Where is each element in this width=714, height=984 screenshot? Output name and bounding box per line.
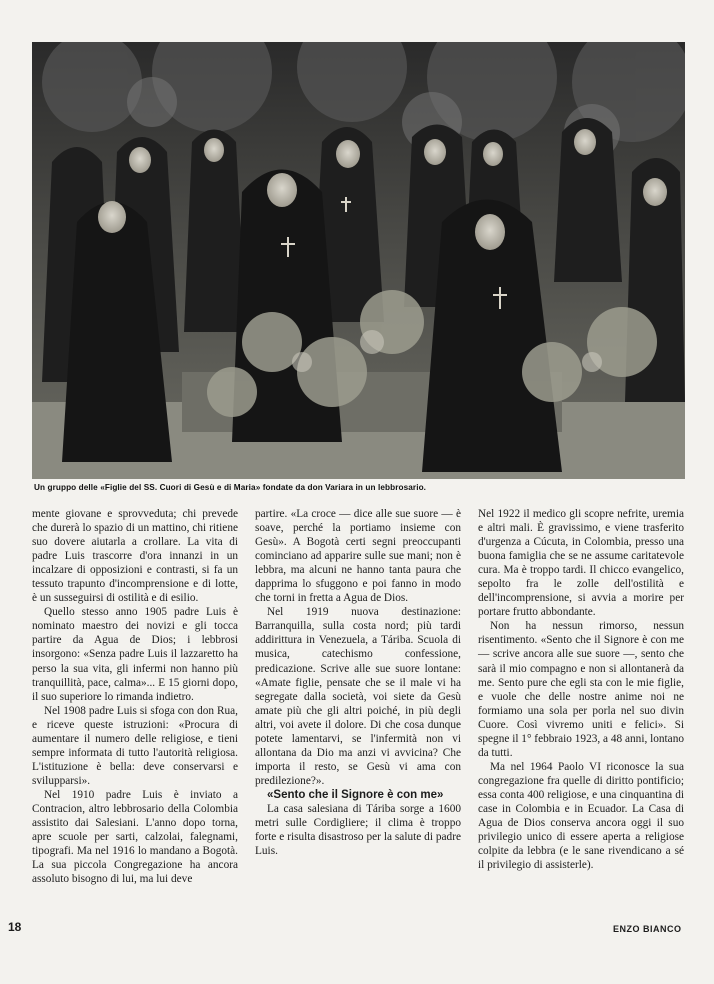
photo-caption: Un gruppo delle «Figlie del SS. Cuori di Gesù e di Maria» fondate da don Variara in un lebbrosario. xyxy=(34,483,427,492)
text-column-3 xyxy=(478,507,684,872)
paragraph: mente giovane e sprovveduta; chi prevede che durerà lo spazio di un mattino, chi ritiene suo dovere aiutarla a crollare. La vita di padre Luis trascorre d'ora innanzi in un incalzare di opposizioni e contrasti, si fa un tessuto trapunto d'incomprensione e di lotte, è un susseguirsi di ostilità e di esilio. xyxy=(32,508,238,605)
paragraph: Nel 1919 nuova destinazione: Barranquilla, sulla costa nord; più tardi addirittura in Venezuela, a Táriba. Scuola di musica, catechismo confessione, predicazione. Scrive alle sue suore lontane: «Amate figlie, pensate che se il male vi ha segregate dalla società, voi siete da Gesù amate più che gli altri poiché, in più degli altri, voi avete il dolore. Di che cosa dunque potete lamentarvi, se l'infermità non vi allontana da Dio ma anzi vi avvicina? Che importa il resto, se Gesù vi ama con predilezione?». xyxy=(255,606,461,787)
author-byline: ENZO BIANCO xyxy=(613,924,682,934)
text-column-2 xyxy=(255,507,461,858)
paragraph: La casa salesiana di Táriba sorge a 1600 metri sulle Cordigliere; il clima è troppo forte e risulta disastroso per la salute di padre Luis. xyxy=(255,802,461,858)
paragraph: Nel 1910 padre Luis è inviato a Contracion, altro lebbrosario della Colombia assistito dai Salesiani. L'anno dopo torna, apre scuole per sarti, calzolai, falegnami, tipografi. Ma nel 1916 lo mandano a Bogotà. La sua piccola Congregazione ha ancora assoluto bisogno di lui, ma lui deve xyxy=(32,788,238,886)
paragraph: Nel 1922 il medico gli scopre nefrite, uremia e altri mali. È gravissimo, e viene trasferito d'urgenza a Cúcuta, in Colombia, presso una buona famiglia che se ne assume caritatevole cura. Ma è troppo tardi. Il chicco evangelico, sepolto fra le zolle dell'ostilità e dell'incomprensione, si avvia a morire per portare frutto abbondante. xyxy=(478,508,684,619)
paragraph: Quello stesso anno 1905 padre Luis è nominato maestro dei novizi e gli tocca partire da Agua de Dios; i lebbrosi insorgono: «Senza padre Luis il lazzaretto ha perso la sua vita, gli infermi non hanno più tranquillità, pace, calma»... E 15 giorni dopo, il suo superiore lo rimanda indietro. xyxy=(32,606,238,703)
group-photo xyxy=(32,42,685,479)
paragraph: Ma nel 1964 Paolo VI riconosce la sua congregazione fra quelle di diritto pontificio; essa conta 400 religiose, e una cinquantina di case in Colombia e in Ecuador. La Casa di Agua de Dios conserva ancora oggi il suo privilegio unico di essere aperta a religiose colpite da lebbra (e le sane rivendicano a sé il privilegio di assisterle). xyxy=(478,760,684,872)
section-subheading: «Sento che il Signore è con me» xyxy=(267,788,444,801)
photo-image-icon xyxy=(32,42,685,479)
page-number: 18 xyxy=(8,920,22,934)
paragraph: Nel 1908 padre Luis si sfoga con don Rua, e riceve queste istruzioni: «Procura di aumentare il numero delle religiose, e tieni sempre informata di tutto l'autorità religiosa. L'istituzione è bella: deve conservarsi e svilupparsi». xyxy=(32,704,238,787)
paragraph: partire. «La croce — dice alle sue suore — è soave, perché la portiamo insieme con Gesù». A Bogotà certi segni preoccupanti cominciano ad apparire sulle sue mani; non è lebbra, ma alcuni ne hanno tanta paura che dapprima lo sfuggono e poi fanno in modo che torni in fretta a Agua de Dios. xyxy=(255,508,461,605)
paragraph: Non ha nessun rimorso, nessun risentimento. «Sento che il Signore è con me — scrive ancora alle sue suore —, sento che sarà il mio compagno e non si allontanerà da me. Sento pure che egli sta con le mie figlie, e vuole che delle nostre anime noi ne formiamo una sola per porla nel suo divin Cuore. Così vivremo uniti e felici». Si spegne il 1° febbraio 1923, a 48 anni, lontano da tutti. xyxy=(478,620,684,759)
text-column-1 xyxy=(32,507,238,886)
